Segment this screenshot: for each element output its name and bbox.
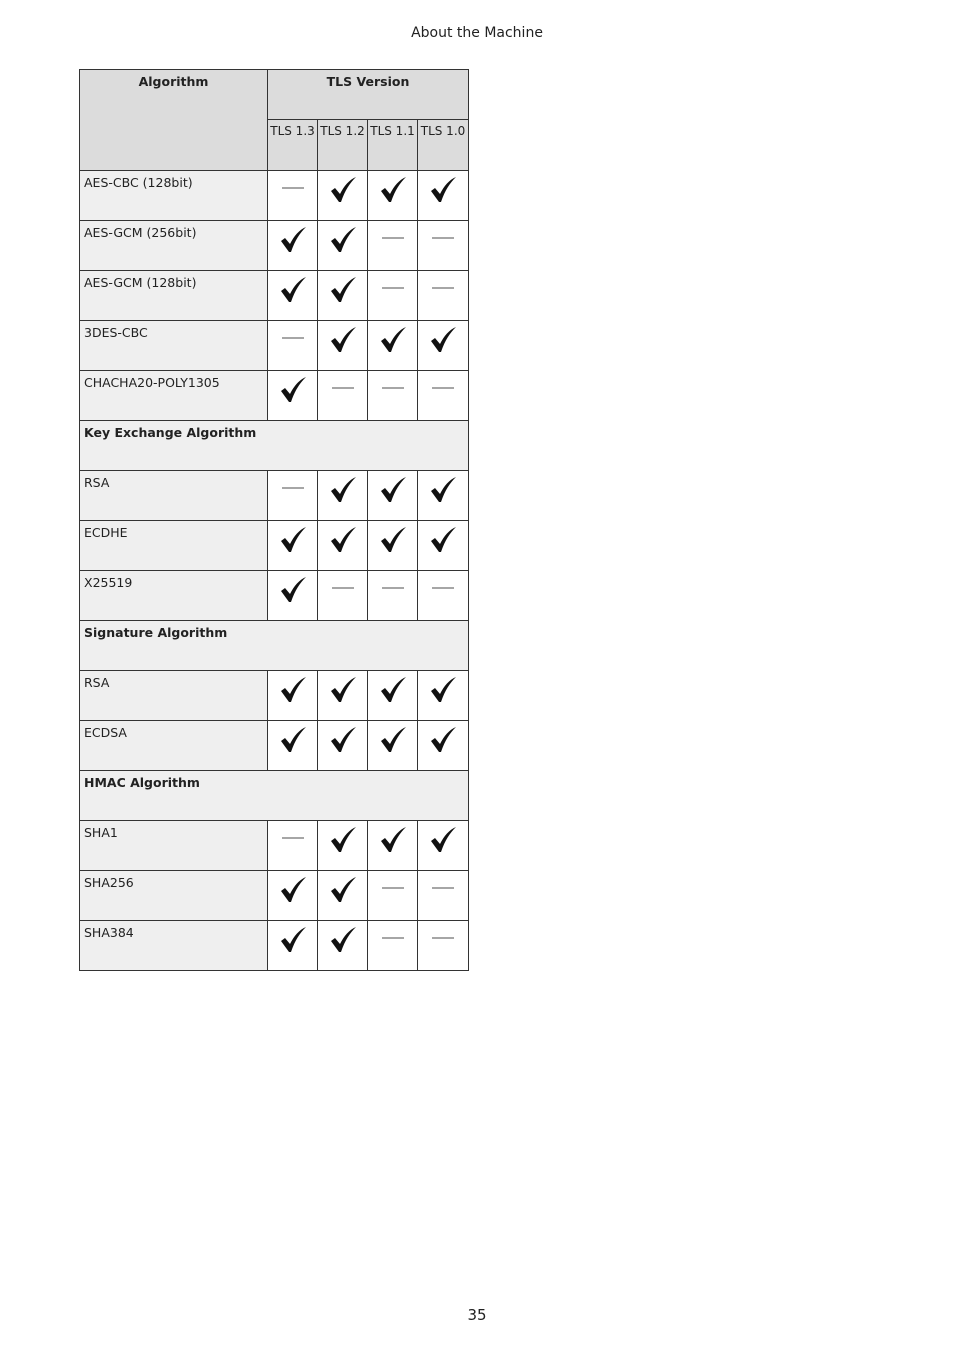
- tls-version-header: TLS 1.2: [318, 120, 368, 171]
- algorithm-name: RSA: [80, 471, 268, 521]
- unsupported-dash-icon: [368, 371, 418, 421]
- unsupported-dash-icon: [418, 221, 469, 271]
- algorithm-name: SHA256: [80, 871, 268, 921]
- supported-check-icon: [318, 921, 368, 971]
- algorithm-name: RSA: [80, 671, 268, 721]
- supported-check-icon: [318, 271, 368, 321]
- unsupported-dash-icon: [418, 571, 469, 621]
- unsupported-dash-icon: [418, 921, 469, 971]
- supported-check-icon: [318, 671, 368, 721]
- supported-check-icon: [268, 371, 318, 421]
- supported-check-icon: [268, 271, 318, 321]
- supported-check-icon: [418, 721, 469, 771]
- algorithm-name: AES-GCM (128bit): [80, 271, 268, 321]
- table-row: [80, 721, 469, 771]
- table-row: [80, 471, 469, 521]
- section-title: Signature Algorithm: [80, 621, 469, 671]
- table-row: [80, 821, 469, 871]
- unsupported-dash-icon: [318, 571, 368, 621]
- unsupported-dash-icon: [418, 871, 469, 921]
- supported-check-icon: [268, 571, 318, 621]
- supported-check-icon: [268, 521, 318, 571]
- unsupported-dash-icon: [368, 271, 418, 321]
- table-row: [80, 321, 469, 371]
- supported-check-icon: [318, 721, 368, 771]
- section-row: [80, 771, 469, 821]
- supported-check-icon: [318, 821, 368, 871]
- supported-check-icon: [418, 521, 469, 571]
- table-row: [80, 871, 469, 921]
- supported-check-icon: [418, 671, 469, 721]
- section-row: [80, 421, 469, 471]
- section-row: [80, 621, 469, 671]
- table-row: [80, 521, 469, 571]
- supported-check-icon: [368, 321, 418, 371]
- supported-check-icon: [268, 721, 318, 771]
- supported-check-icon: [368, 171, 418, 221]
- tls-version-header: TLS 1.3: [268, 120, 318, 171]
- supported-check-icon: [268, 871, 318, 921]
- unsupported-dash-icon: [318, 371, 368, 421]
- table-body: [80, 171, 469, 971]
- supported-check-icon: [368, 671, 418, 721]
- table-row: [80, 171, 469, 221]
- running-header: About the Machine: [411, 25, 543, 41]
- unsupported-dash-icon: [368, 921, 418, 971]
- unsupported-dash-icon: [368, 571, 418, 621]
- supported-check-icon: [368, 721, 418, 771]
- table-row: [80, 571, 469, 621]
- supported-check-icon: [268, 221, 318, 271]
- supported-check-icon: [318, 171, 368, 221]
- unsupported-dash-icon: [268, 471, 318, 521]
- unsupported-dash-icon: [268, 321, 318, 371]
- supported-check-icon: [368, 471, 418, 521]
- algorithm-name: X25519: [80, 571, 268, 621]
- supported-check-icon: [318, 471, 368, 521]
- supported-check-icon: [318, 871, 368, 921]
- supported-check-icon: [318, 521, 368, 571]
- table-row: [80, 221, 469, 271]
- section-title: Key Exchange Algorithm: [80, 421, 469, 471]
- page-number: 35: [467, 1306, 487, 1324]
- algorithm-name: ECDHE: [80, 521, 268, 571]
- section-title: HMAC Algorithm: [80, 771, 469, 821]
- supported-check-icon: [368, 521, 418, 571]
- table-row: [80, 921, 469, 971]
- unsupported-dash-icon: [368, 221, 418, 271]
- supported-check-icon: [418, 321, 469, 371]
- supported-check-icon: [268, 921, 318, 971]
- tls-version-header: TLS 1.0: [418, 120, 469, 171]
- table-row: [80, 271, 469, 321]
- algorithm-name: AES-CBC (128bit): [80, 171, 268, 221]
- algorithm-name: SHA384: [80, 921, 268, 971]
- tls-support-table: [79, 69, 469, 971]
- algorithm-name: CHACHA20-POLY1305: [80, 371, 268, 421]
- unsupported-dash-icon: [268, 821, 318, 871]
- unsupported-dash-icon: [368, 871, 418, 921]
- table-row: [80, 671, 469, 721]
- supported-check-icon: [368, 821, 418, 871]
- supported-check-icon: [418, 471, 469, 521]
- algorithm-name: AES-GCM (256bit): [80, 221, 268, 271]
- supported-check-icon: [418, 821, 469, 871]
- supported-check-icon: [418, 171, 469, 221]
- algorithm-column-header: Algorithm: [80, 70, 268, 171]
- unsupported-dash-icon: [418, 371, 469, 421]
- supported-check-icon: [268, 671, 318, 721]
- unsupported-dash-icon: [418, 271, 469, 321]
- algorithm-name: ECDSA: [80, 721, 268, 771]
- tls-version-header: TLS 1.1: [368, 120, 418, 171]
- algorithm-name: SHA1: [80, 821, 268, 871]
- table-row: [80, 371, 469, 421]
- tls-version-column-header: TLS Version: [268, 70, 469, 120]
- supported-check-icon: [318, 321, 368, 371]
- algorithm-name: 3DES-CBC: [80, 321, 268, 371]
- supported-check-icon: [318, 221, 368, 271]
- unsupported-dash-icon: [268, 171, 318, 221]
